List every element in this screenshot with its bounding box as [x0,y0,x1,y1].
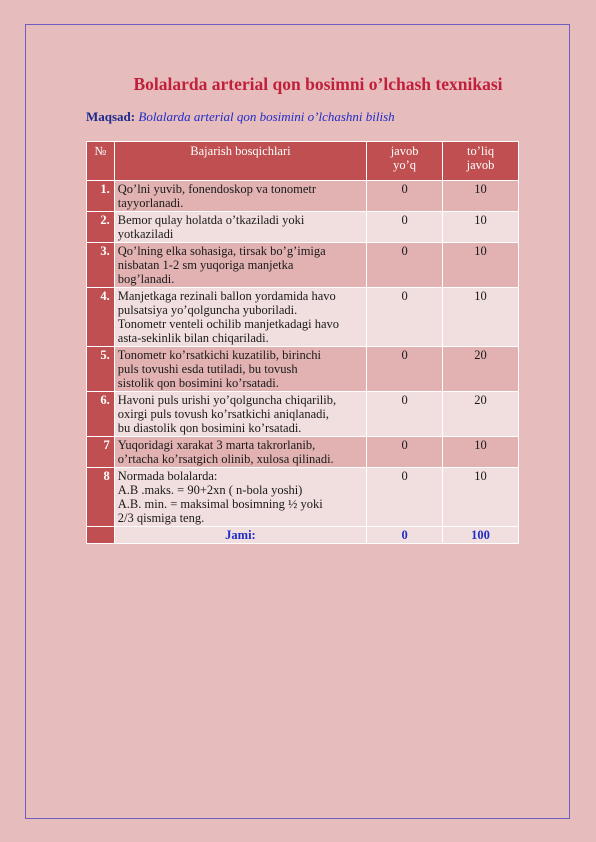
step-number: 3. [87,243,115,288]
header-no-answer [367,142,443,181]
table-row [87,468,519,527]
step-description [114,437,366,468]
step-line: o’rtacha ko’rsatgich olinib, xulosa qilinadi. [117,452,334,466]
step-line: Qo’lni yuvib, fonendoskop va tonometr [117,182,317,196]
total-no-answer: 0 [367,527,443,544]
table-row [87,392,519,437]
table-row [87,181,519,212]
step-line: A.B. min. = maksimal bosimning ½ yoki [117,497,323,511]
goal-line [86,109,395,125]
total-label: Jami: [114,527,366,544]
step-line: asta-sekinlik bilan chiqariladi. [117,331,269,345]
total-full-answer: 100 [443,527,519,544]
step-line: Normada bolalarda: [117,469,218,483]
no-answer-score: 0 [367,392,443,437]
step-line: Yuqoridagi xarakat 3 marta takrorlanib, [117,438,316,452]
full-answer-score: 10 [443,468,519,527]
step-line: sistolik qon bosimini ko’rsatadi. [117,376,279,390]
step-line: nisbatan 1-2 sm yuqoriga manjetka [117,258,294,272]
step-line: Bemor qulay holatda o’tkaziladi yoki [117,213,305,227]
no-answer-score: 0 [367,468,443,527]
step-number: 7 [87,437,115,468]
full-answer-score: 10 [443,437,519,468]
step-line: bog’lanadi. [117,272,175,286]
header-no-answer-line: javob [390,144,419,158]
step-number: 5. [87,347,115,392]
full-answer-score: 20 [443,347,519,392]
table-row [87,288,519,347]
full-answer-score: 10 [443,181,519,212]
header-full-answer-line: javob [466,158,495,172]
step-line: Havoni puls urishi yo’qolguncha chiqarilib, [117,393,337,407]
checklist-table [86,141,519,544]
step-line: Manjetkaga rezinali ballon yordamida havo [117,289,336,303]
step-line: A.B .maks. = 90+2xn ( n-bola yoshi) [117,483,303,497]
no-answer-score: 0 [367,243,443,288]
table-header-row [87,142,519,181]
total-number-cell [87,527,115,544]
step-description [114,181,366,212]
table-row [87,243,519,288]
header-steps: Bajarish bosqichlari [114,142,366,181]
no-answer-score: 0 [367,437,443,468]
step-line: tayyorlanadi. [117,196,184,210]
step-line: Qo’lning elka sohasiga, tirsak bo’g’imiga [117,244,326,258]
step-description [114,392,366,437]
step-line: Tonometr ko’rsatkichi kuzatilib, birinchi [117,348,322,362]
no-answer-score: 0 [367,212,443,243]
no-answer-score: 0 [367,347,443,392]
goal-label: Maqsad: [86,109,136,124]
header-full-answer-line: to’liq [466,144,495,158]
header-full-answer [443,142,519,181]
table-row [87,347,519,392]
table-row [87,437,519,468]
step-line: bu diastolik qon bosimini ko’rsatadi. [117,421,302,435]
table-row [87,212,519,243]
step-number: 2. [87,212,115,243]
header-number: № [87,142,115,181]
full-answer-score: 20 [443,392,519,437]
total-row [87,527,519,544]
step-line: yotkaziladi [117,227,174,241]
full-answer-score: 10 [443,243,519,288]
step-number: 4. [87,288,115,347]
step-description [114,212,366,243]
no-answer-score: 0 [367,181,443,212]
header-no-answer-line: yo’q [393,158,417,172]
step-line: puls tovushi esda tutiladi, bu tovush [117,362,298,376]
full-answer-score: 10 [443,288,519,347]
step-number: 8 [87,468,115,527]
step-description [114,468,366,527]
page-title: Bolalarda arterial qon bosimni o’lchash texnikasi [133,74,503,94]
step-line: 2/3 qismiga teng. [117,511,205,525]
full-answer-score: 10 [443,212,519,243]
goal-text: Bolalarda arterial qon bosimini o’lchashni bilish [138,109,395,124]
step-line: pulsatsiya yo’qolguncha yuboriladi. [117,303,298,317]
step-description [114,243,366,288]
step-number: 6. [87,392,115,437]
no-answer-score: 0 [367,288,443,347]
step-line: Tonometr venteli ochilib manjetkadagi havo [117,317,340,331]
step-description [114,347,366,392]
step-line: oxirgi puls tovush ko’rsatkichi aniqlanadi, [117,407,329,421]
step-number: 1. [87,181,115,212]
step-description [114,288,366,347]
